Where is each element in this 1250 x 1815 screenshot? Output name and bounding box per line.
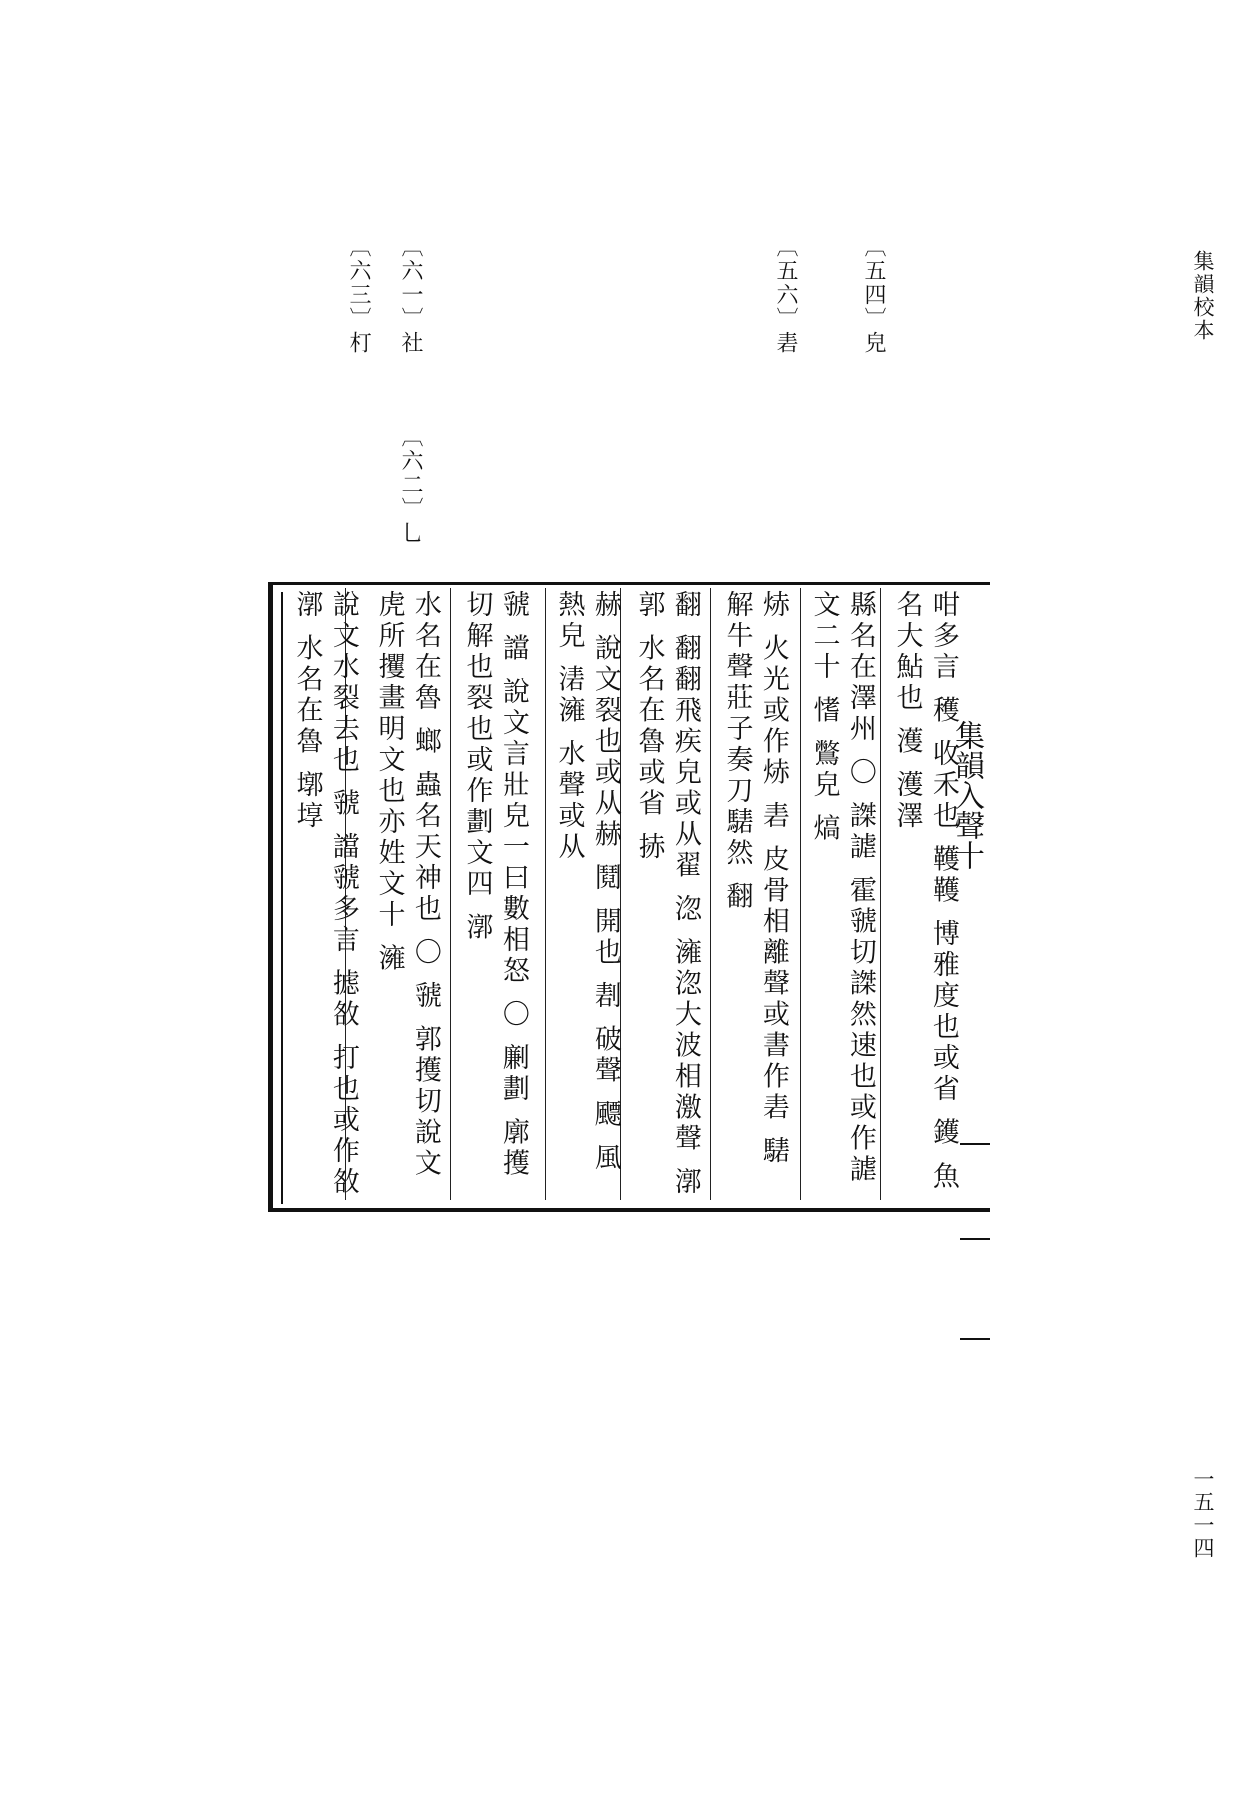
page-number: 一五一四 — [1191, 1468, 1215, 1560]
frame-tick — [960, 1338, 990, 1340]
column-text: 水名在魯 螂 蟲名天神也 〇 虢 郭擭切說文虎所攫畫明文也亦姓文十 澭 — [373, 590, 441, 1180]
collation-note: 〔六一〕社 — [398, 235, 423, 355]
text-column — [370, 590, 440, 1205]
text-column — [288, 590, 358, 1205]
column-text: 虢 譡 說文言壯皃一曰數相怒 〇 劆劃 廓擭切解也裂也或作劃文四 漷 — [461, 590, 529, 1180]
frame-rule — [281, 592, 283, 1204]
column-divider — [800, 588, 801, 1200]
column-divider — [545, 588, 546, 1200]
collation-note: 〔六二〕乚 — [398, 425, 423, 545]
column-text: 咁多言 穫 收禾也 韄韄 博雅度也或省 鑊 魚名大鮎也 濩 濩澤 — [891, 590, 959, 1193]
collation-note: 〔五四〕皃 — [861, 235, 886, 355]
column-text: 赫 說文裂也或从赫 鬩 開也 剨 破聲 飃 風熱皃 湱澭 水聲或从 — [553, 590, 621, 1175]
text-column — [718, 590, 788, 1205]
text-column — [805, 590, 875, 1205]
text-column — [458, 590, 528, 1205]
text-column — [888, 590, 958, 1205]
collation-note: 〔六三〕朾 — [346, 235, 371, 355]
column-text: 翻 翻翻飛疾皃或从翟 淴 澭淴大波相激聲 漷郭 水名在魯或省 捇 — [633, 590, 701, 1199]
text-column — [550, 590, 620, 1205]
column-divider — [710, 588, 711, 1200]
column-divider — [450, 588, 451, 1200]
frame-edge-label: 集韻入聲十 — [949, 720, 984, 870]
column-divider — [880, 588, 881, 1200]
book-title: 集韻校本 — [1191, 250, 1215, 342]
column-text: 焃 火光或作焃 砉 皮骨相離聲或書作砉 騞 解牛聲莊子奏刀騞然 翻 — [721, 590, 789, 1168]
frame-tick — [960, 1143, 990, 1145]
column-text: 縣名在澤州 〇 謋謔 霍虢切謋然速也或作謔文二十 愭 鷩皃 熇 — [808, 590, 876, 1186]
frame-tick — [960, 1238, 990, 1240]
collation-note: 〔五六〕砉 — [773, 235, 798, 355]
text-column — [630, 590, 700, 1205]
column-text: 說文水裂去也 虢 譡虢多言 摅敋 打也或作敋 漷 水名在魯 墎埻 — [291, 590, 359, 1199]
